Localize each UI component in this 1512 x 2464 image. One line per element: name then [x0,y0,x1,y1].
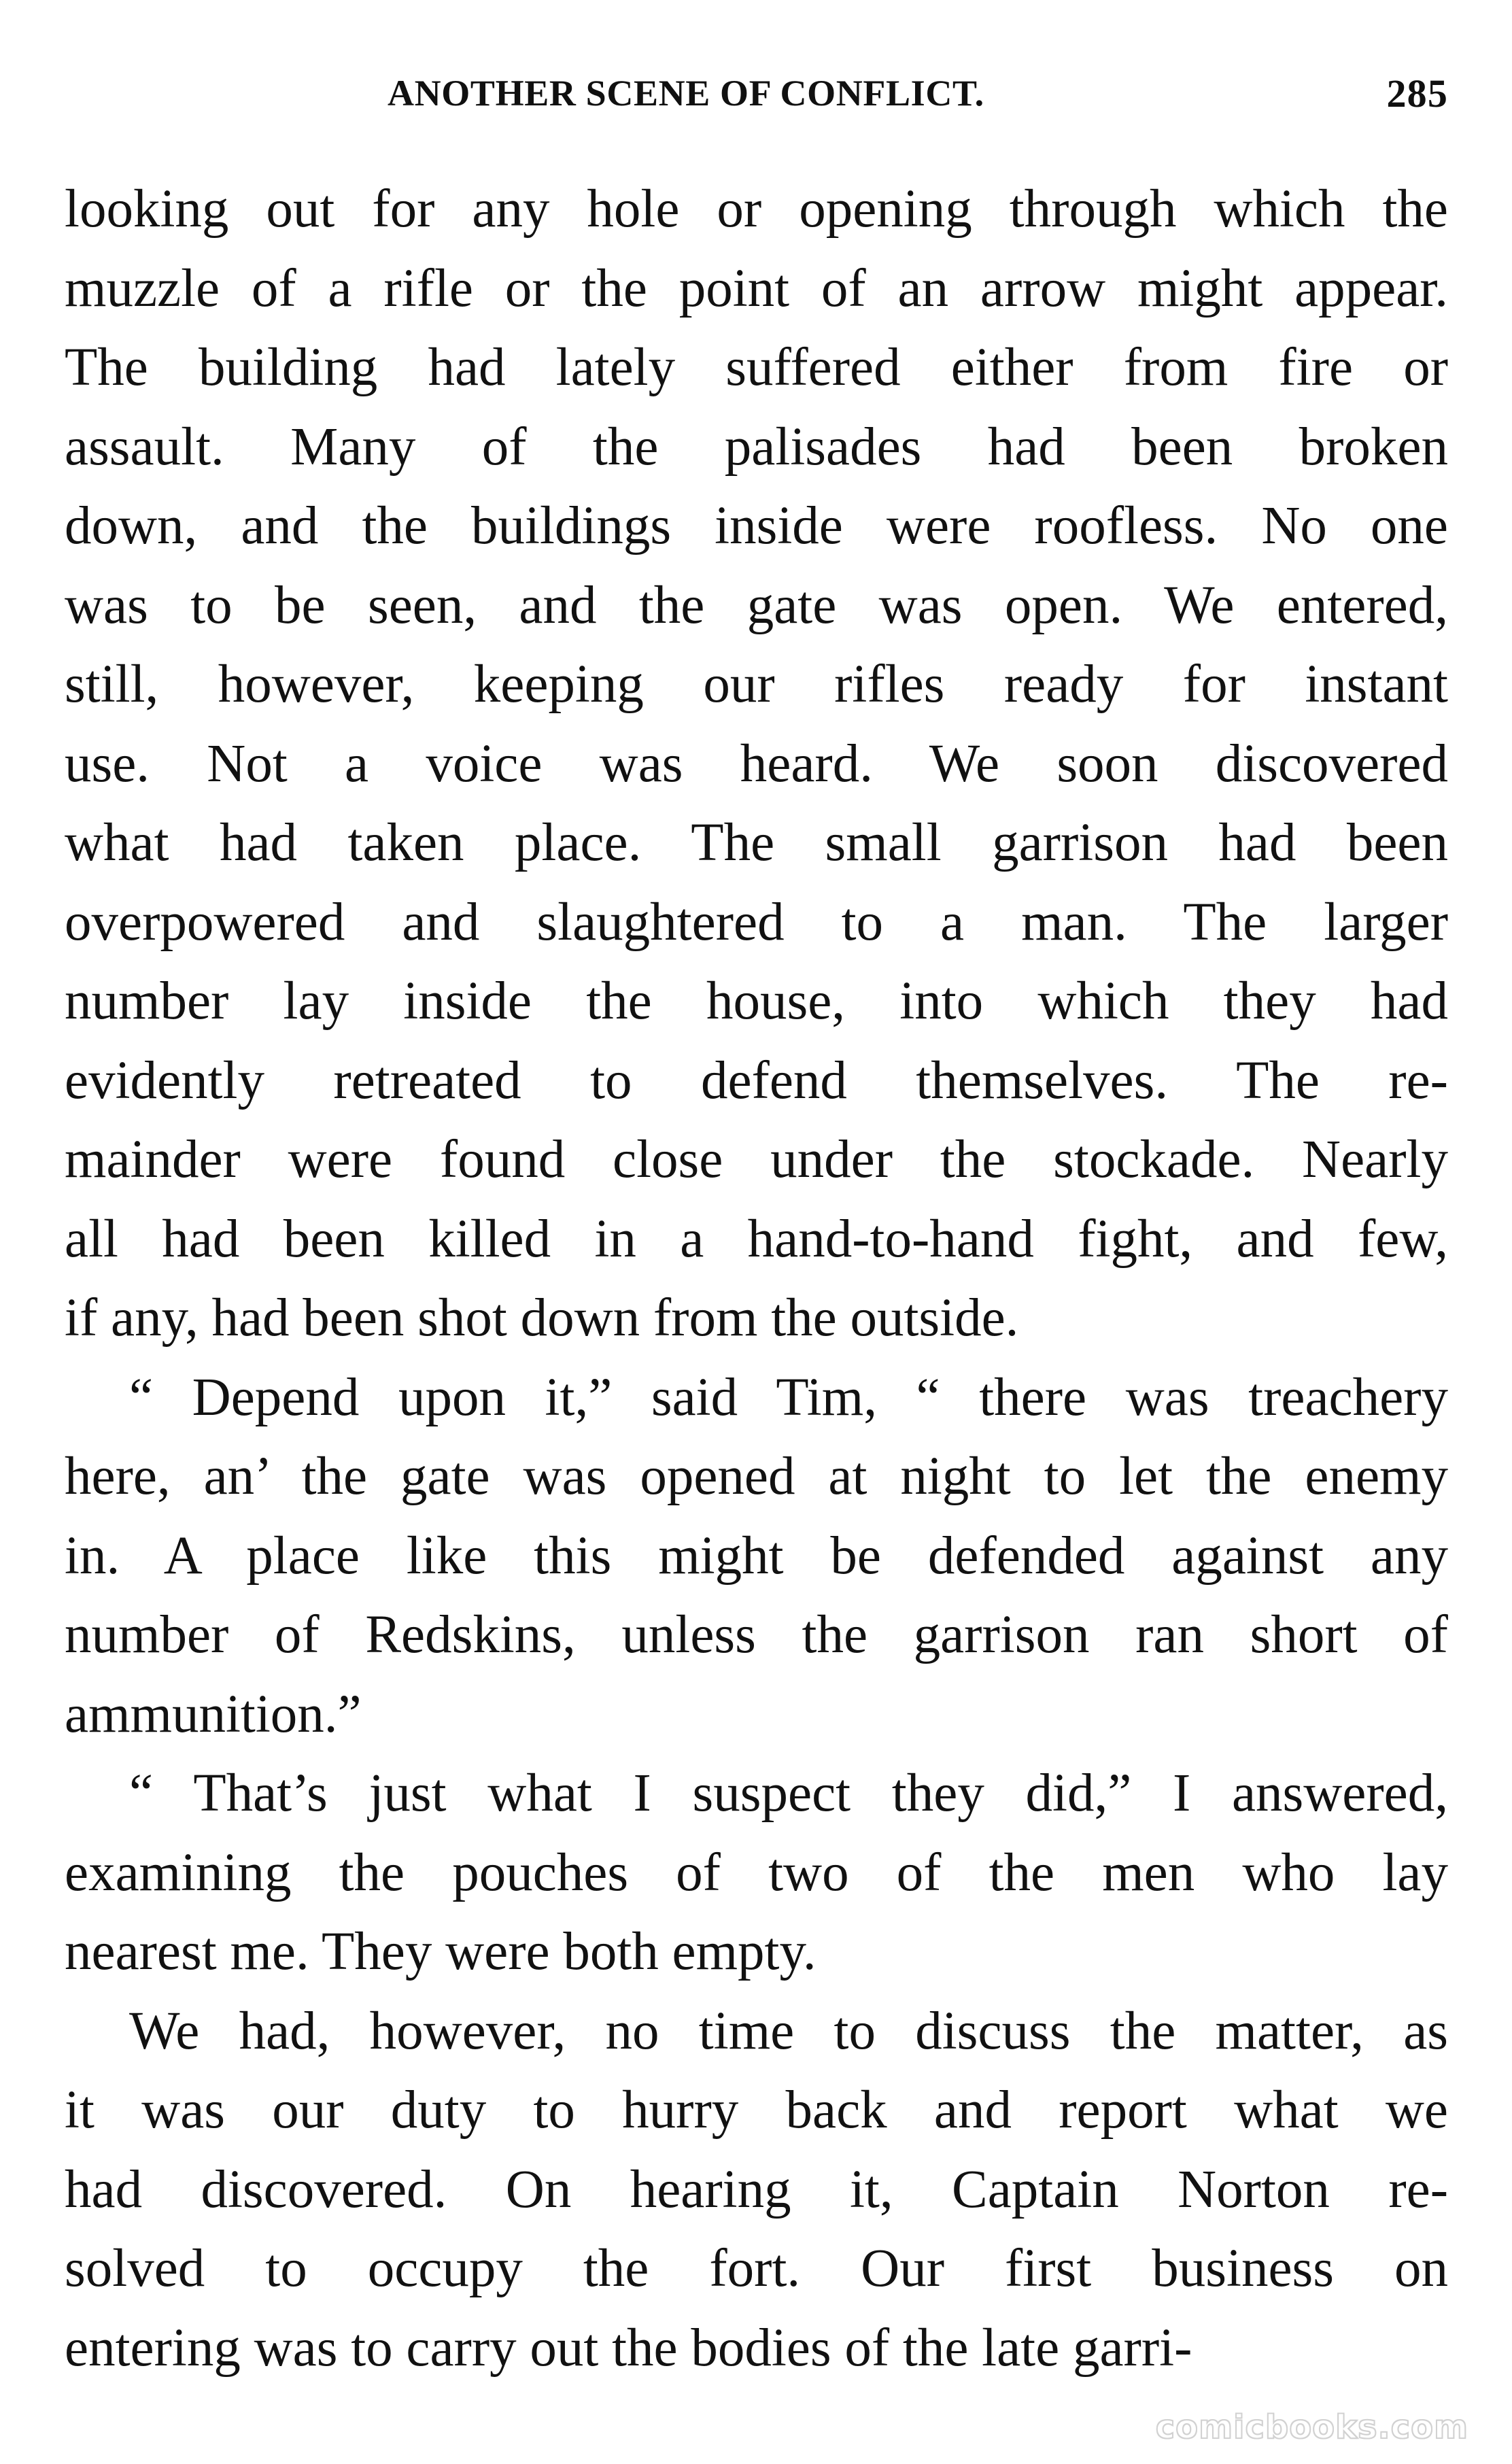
text-line: what had taken place. The small garrison had been [65,813,1448,872]
watermark-text: comicbooks.com [1155,2408,1468,2446]
text-line: still, however, keeping our rifles ready for instant [65,655,1448,714]
text-line: The building had lately suffered either from fire or [65,338,1448,397]
text-line: all had been killed in a hand-to-hand fight, and few, [65,1209,1448,1269]
text-line: in. A place like this might be defended against any [65,1526,1448,1586]
text-line: if any, had been shot down from the outside. [65,1288,1019,1348]
paragraph-2 [65,1358,1448,1755]
page-number: 285 [1386,71,1448,116]
text-line: down, and the buildings inside were roofless. No one [65,496,1448,555]
text-line: had discovered. On hearing it, Captain Norton re- [65,2159,1448,2219]
text-line: solved to occupy the fort. Our first business on [65,2239,1448,2298]
text-line: evidently retreated to defend themselves. The re- [65,1050,1448,1110]
text-line: examining the pouches of two of the men who lay [65,1843,1448,1902]
text-line: here, an’ the gate was opened at night to let the enemy [65,1447,1448,1506]
running-title: ANOTHER SCENE OF CONFLICT. [388,73,984,114]
paragraph-4 [65,1992,1448,2389]
text-line: number lay inside the house, into which they had [65,972,1448,1031]
text-line: number of Redskins, unless the garrison ran short of [65,1605,1448,1664]
text-line: overpowered and slaughtered to a man. The larger [65,892,1448,952]
body-text [65,170,1448,2388]
text-line: “ That’s just what I suspect they did,” I answered, [129,1764,1448,1823]
text-line: entering was to carry out the bodies of the late garri- [65,2318,1192,2378]
paragraph-3 [65,1754,1448,1992]
text-line: mainder were found close under the stockade. Nearly [65,1130,1448,1189]
text-line: ammunition.” [65,1684,362,1744]
text-line: use. Not a voice was heard. We soon discovered [65,734,1448,793]
text-line: muzzle of a rifle or the point of an arrow might appear. [65,258,1448,318]
text-line: “ Depend upon it,” said Tim, “ there was treachery [129,1367,1448,1427]
text-line: We had, however, no time to discuss the matter, as [129,2001,1448,2061]
text-line: was to be seen, and the gate was open. We entered, [65,575,1448,635]
text-line: looking out for any hole or opening through which the [65,179,1448,239]
text-line: nearest me. They were both empty. [65,1922,817,1981]
paragraph-1 [65,170,1448,1358]
text-line: assault. Many of the palisades had been broken [65,417,1448,477]
running-header [388,63,1448,124]
text-line: it was our duty to hurry back and report what we [65,2081,1448,2140]
